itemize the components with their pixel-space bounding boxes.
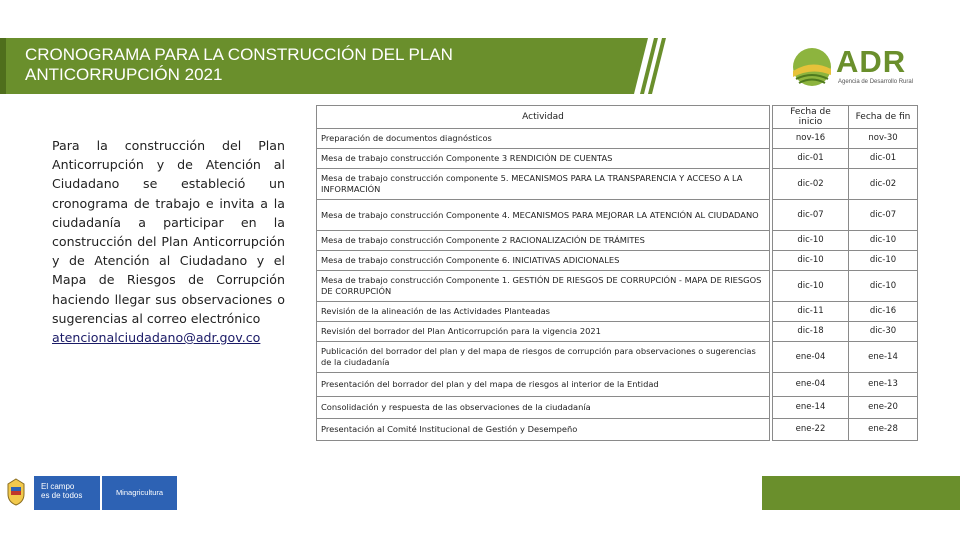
table-row	[317, 302, 918, 322]
schedule-table	[316, 105, 918, 441]
start-date-cell: ene-22	[773, 419, 849, 441]
campo-line1: El campo	[41, 482, 75, 491]
activity-cell: Consolidación y respuesta de las observaciones de la ciudadanía	[317, 397, 770, 419]
page-title-line2: ANTICORRUPCIÓN 2021	[25, 65, 223, 84]
table-row	[317, 271, 918, 302]
footer-green-bar	[762, 476, 960, 510]
header-stripes-decoration	[618, 38, 678, 94]
table-row	[317, 419, 918, 441]
end-date-cell: dic-10	[849, 231, 918, 251]
end-date-cell: dic-16	[849, 302, 918, 322]
table-row	[317, 322, 918, 342]
start-date-cell: ene-14	[773, 397, 849, 419]
activity-cell: Mesa de trabajo construcción Componente 3 RENDICIÓN DE CUENTAS	[317, 149, 770, 169]
intro-paragraph	[52, 136, 285, 347]
logo-text: ADR	[836, 44, 907, 79]
activity-cell: Mesa de trabajo construcción Componente 6. INICIATIVAS ADICIONALES	[317, 251, 770, 271]
end-date-cell: ene-13	[849, 373, 918, 397]
activity-cell: Mesa de trabajo construcción Componente 2 RACIONALIZACIÓN DE TRÁMITES	[317, 231, 770, 251]
end-date-cell: dic-02	[849, 169, 918, 200]
activity-cell: Publicación del borrador del plan y del mapa de riesgos de corrupción para observaciones o sugerencias de la ciudadanía	[317, 342, 770, 373]
start-date-cell: dic-10	[773, 251, 849, 271]
end-date-cell: ene-14	[849, 342, 918, 373]
activity-cell: Mesa de trabajo construcción componente 5. MECANISMOS PARA LA TRANSPARENCIA Y ACCESO A LA INFORMACIÓN	[317, 169, 770, 200]
end-date-cell: dic-01	[849, 149, 918, 169]
campo-line2: es de todos	[41, 491, 83, 500]
table-row	[317, 251, 918, 271]
end-date-cell: ene-28	[849, 419, 918, 441]
table-row	[317, 169, 918, 200]
email-link[interactable]: atencionalciudadano@adr.gov.co	[52, 330, 261, 346]
page-title-line1: CRONOGRAMA PARA LA CONSTRUCCIÓN DEL PLAN	[25, 45, 453, 64]
start-date-cell: dic-10	[773, 271, 849, 302]
table-body	[317, 129, 918, 441]
start-date-cell: ene-04	[773, 373, 849, 397]
colombia-seal-icon	[4, 478, 28, 506]
intro-text: Para la construcción del Plan Anticorrupción y de Atención al Ciudadano se estableció un cronograma de trabajo e invita a la ciudadanía a participar en la construcción del Plan Anticorrupción y de Atención al Ciudadano y el Mapa de Riesgos de Corrupción haciendo llegar sus observaciones o sugerencias al correo electrónico	[52, 138, 285, 326]
logo-subtitle: Agencia de Desarrollo Rural	[838, 79, 914, 85]
table-row	[317, 200, 918, 231]
page-title	[25, 45, 453, 85]
table-row	[317, 149, 918, 169]
start-date-cell: dic-10	[773, 231, 849, 251]
start-date-cell: nov-16	[773, 129, 849, 149]
start-date-cell: dic-11	[773, 302, 849, 322]
end-date-cell: dic-30	[849, 322, 918, 342]
el-campo-logo	[34, 476, 100, 510]
activity-cell: Preparación de documentos diagnósticos	[317, 129, 770, 149]
end-date-cell: ene-20	[849, 397, 918, 419]
end-date-cell: nov-30	[849, 129, 918, 149]
activity-cell: Mesa de trabajo construcción Componente 4. MECANISMOS PARA MEJORAR LA ATENCIÓN AL CIUDADANO	[317, 200, 770, 231]
title-band-edge	[0, 38, 6, 94]
table-row	[317, 373, 918, 397]
minagricultura-logo: Minagricultura	[102, 476, 177, 510]
table-row	[317, 342, 918, 373]
table-header-row	[317, 106, 918, 129]
header-end-date: Fecha de fin	[849, 106, 918, 129]
header-activity: Actividad	[317, 106, 770, 129]
end-date-cell: dic-10	[849, 271, 918, 302]
end-date-cell: dic-07	[849, 200, 918, 231]
table-row	[317, 129, 918, 149]
activity-cell: Mesa de trabajo construcción Componente 1. GESTIÓN DE RIESGOS DE CORRUPCIÓN - MAPA DE RIESGOS DE CORRUPCIÓN	[317, 271, 770, 302]
start-date-cell: ene-04	[773, 342, 849, 373]
activity-cell: Revisión de la alineación de las Actividades Planteadas	[317, 302, 770, 322]
table-row	[317, 231, 918, 251]
activity-cell: Presentación del borrador del plan y del mapa de riesgos al interior de la Entidad	[317, 373, 770, 397]
start-date-cell: dic-07	[773, 200, 849, 231]
end-date-cell: dic-10	[849, 251, 918, 271]
activity-cell: Revisión del borrador del Plan Anticorrupción para la vigencia 2021	[317, 322, 770, 342]
activity-cell: Presentación al Comité Institucional de Gestión y Desempeño	[317, 419, 770, 441]
start-date-cell: dic-18	[773, 322, 849, 342]
start-date-cell: dic-02	[773, 169, 849, 200]
header-start-date: Fecha de inicio	[773, 106, 849, 129]
table-row	[317, 397, 918, 419]
start-date-cell: dic-01	[773, 149, 849, 169]
